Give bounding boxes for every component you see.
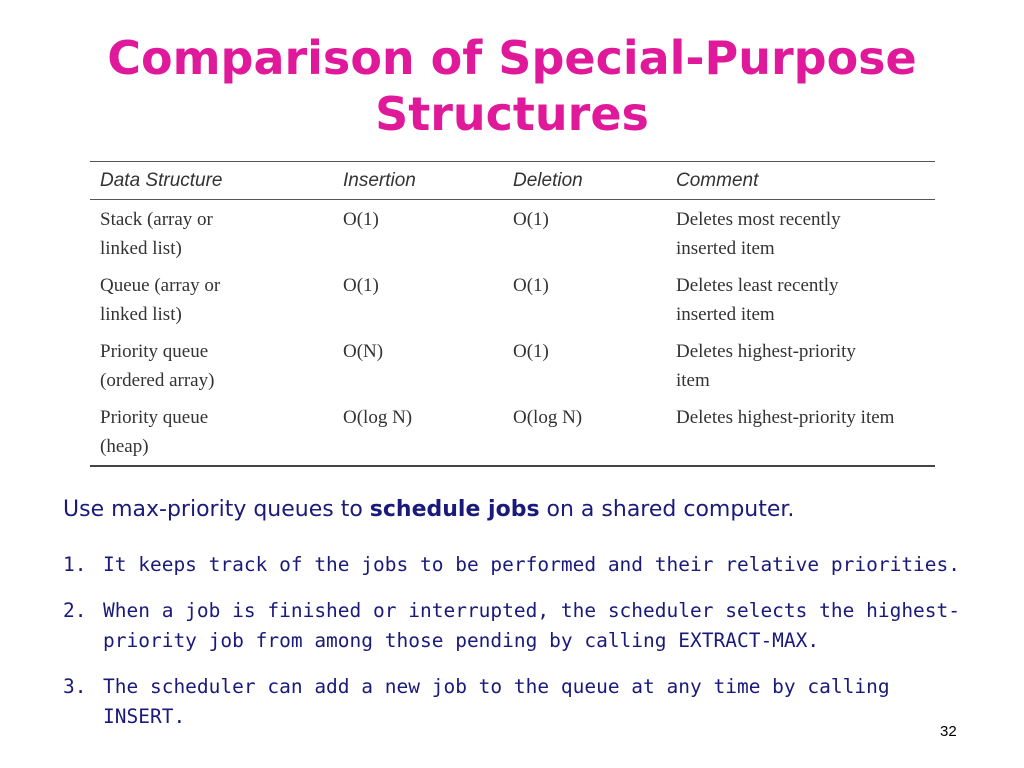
comparison-table [90, 161, 935, 467]
list-item-line: When a job is finished or interrupted, the scheduler selects the highest- [103, 599, 961, 622]
cell-line: Priority queue [100, 341, 209, 362]
cell-line: linked list) [100, 238, 182, 259]
cell-insertion: O(N) [343, 341, 384, 362]
cell-line: Deletes highest-priority [676, 341, 856, 362]
list-item-number: 1. [63, 553, 87, 576]
cell-structure [90, 200, 343, 269]
list-item-line: The scheduler can add a new job to the queue at any time by calling [103, 675, 890, 698]
list-item [63, 596, 993, 656]
slide-title-line-2: Structures [375, 87, 649, 141]
cell-comment [676, 334, 935, 400]
cell-insertion: O(1) [343, 209, 379, 230]
intro-text [63, 497, 794, 522]
list-item [63, 550, 993, 580]
cell-deletion: O(1) [513, 341, 549, 362]
table-header-row [90, 162, 935, 200]
column-header-deletion: Deletion [513, 162, 676, 200]
page-number: 32 [940, 723, 957, 740]
cell-line: Deletes highest-priority item [676, 407, 895, 428]
cell-line: Deletes most recently [676, 209, 841, 230]
cell-line: inserted item [676, 304, 775, 325]
cell-structure [90, 334, 343, 400]
cell-insertion: O(log N) [343, 400, 513, 466]
intro-text-emphasis: schedule jobs [369, 497, 540, 522]
cell-insertion: O(1) [343, 275, 379, 296]
cell-structure [90, 400, 343, 466]
list-item-number: 3. [63, 675, 87, 698]
table-row [90, 400, 935, 466]
list-item-line: priority job from among those pending by calling EXTRACT-MAX. [103, 629, 820, 652]
cell-comment [676, 200, 935, 269]
cell-line: Deletes least recently [676, 275, 839, 296]
column-header-insertion: Insertion [343, 162, 513, 200]
cell-line: (ordered array) [100, 370, 215, 391]
column-header-comment: Comment [676, 162, 935, 200]
cell-comment [676, 268, 935, 334]
list-item [63, 672, 993, 732]
cell-line: Queue (array or [100, 275, 221, 296]
cell-line: inserted item [676, 238, 775, 259]
column-header-data-structure: Data Structure [90, 162, 343, 200]
cell-line: Priority queue [100, 407, 209, 428]
list-item-line: INSERT. [103, 705, 186, 728]
cell-line: linked list) [100, 304, 182, 325]
cell-deletion: O(1) [513, 275, 549, 296]
cell-line: Stack (array or [100, 209, 213, 230]
table-row [90, 268, 935, 334]
list-item-number: 2. [63, 599, 87, 622]
intro-text-start: Use max-priority queues to [63, 497, 370, 522]
cell-structure [90, 268, 343, 334]
cell-comment [676, 400, 935, 466]
numbered-list [63, 550, 993, 748]
table-row [90, 200, 935, 269]
cell-deletion: O(1) [513, 209, 549, 230]
table-row [90, 334, 935, 400]
slide-title-line-1: Comparison of Special-Purpose [107, 31, 917, 85]
cell-line: item [676, 370, 710, 391]
cell-line: (heap) [100, 436, 149, 457]
intro-text-end: on a shared computer. [539, 497, 795, 522]
list-item-line: It keeps track of the jobs to be performed and their relative priorities. [103, 553, 961, 576]
cell-deletion: O(log N) [513, 400, 676, 466]
slide-title [0, 30, 1024, 142]
